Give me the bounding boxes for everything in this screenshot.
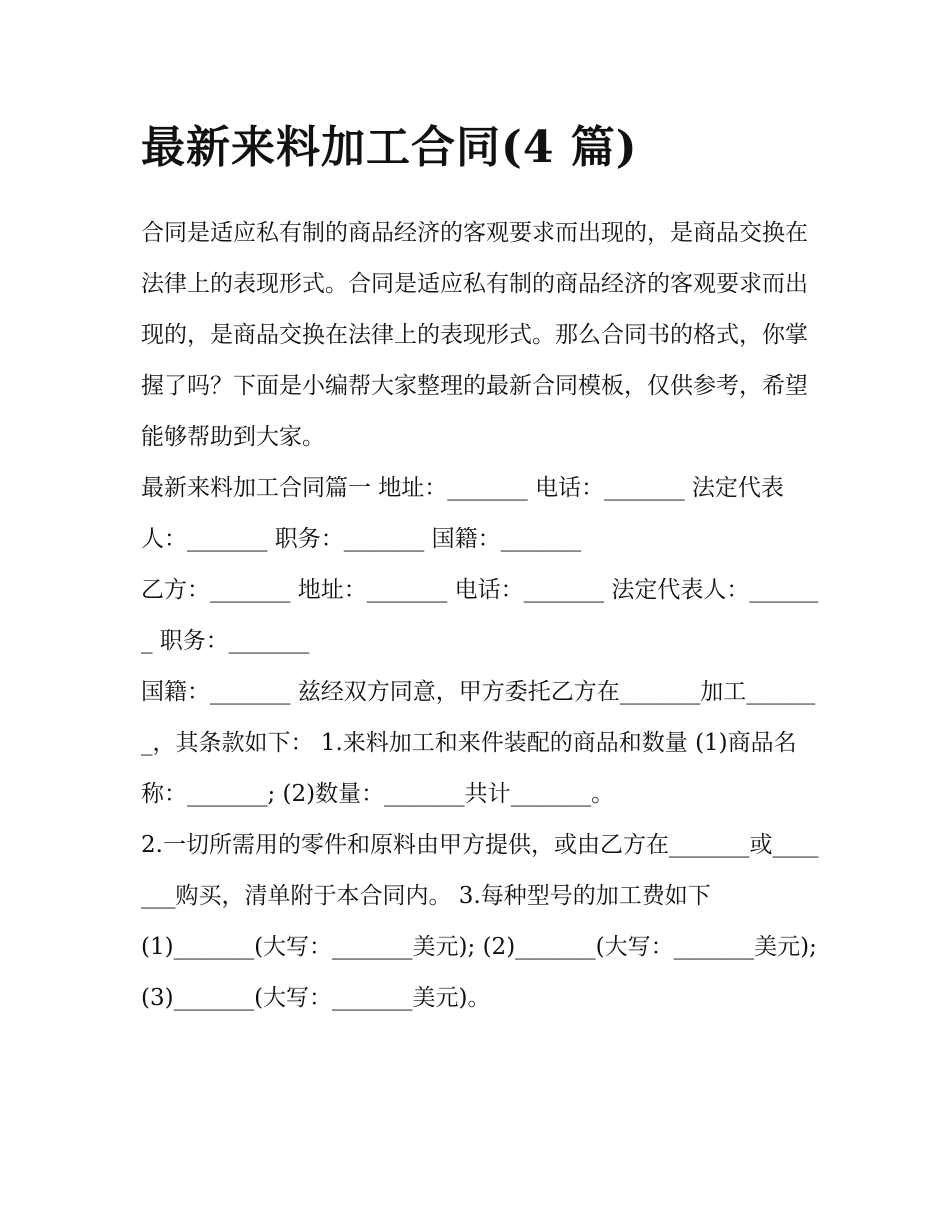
document-body: [141, 112, 821, 1024]
terms-paragraph: 国籍：_______ 兹经双方同意，甲方委托乙方在_______加工_______，其条款如下： 1.来料加工和来件装配的商品和数量 (1)商品名称：_______; (2)数量：_______共计_______。: [141, 679, 816, 807]
intro-paragraph: 合同是适应私有制的商品经济的客观要求而出现的，是商品交换在法律上的表现形式。合同是适应私有制的商品经济的客观要求而出现的，是商品交换在法律上的表现形式。那么合同书的格式，你掌握了吗？下面是小编帮大家整理的最新合同模板，仅供参考，希望能够帮助到大家。: [141, 220, 808, 450]
processing-fee-paragraph-3: (3)_______(大写：_______美元)。: [141, 985, 491, 1011]
document-title: 最新来料加工合同(4 篇): [141, 122, 638, 173]
processing-fee-paragraph: (1)_______(大写：_______美元); (2)_______(大写：_______美元);: [141, 934, 817, 960]
party-a-info-paragraph: 最新来料加工合同篇一 地址：_______ 电话：_______ 法定代表人：_______ 职务：_______ 国籍：_______: [141, 475, 784, 552]
materials-paragraph: 2.一切所需用的零件和原料由甲方提供，或由乙方在_______或_______购买，清单附于本合同内。 3.每种型号的加工费如下: [141, 832, 819, 909]
party-b-info-paragraph: 乙方：_______ 地址：_______ 电话：_______ 法定代表人：_______ 职务：_______: [141, 577, 819, 654]
